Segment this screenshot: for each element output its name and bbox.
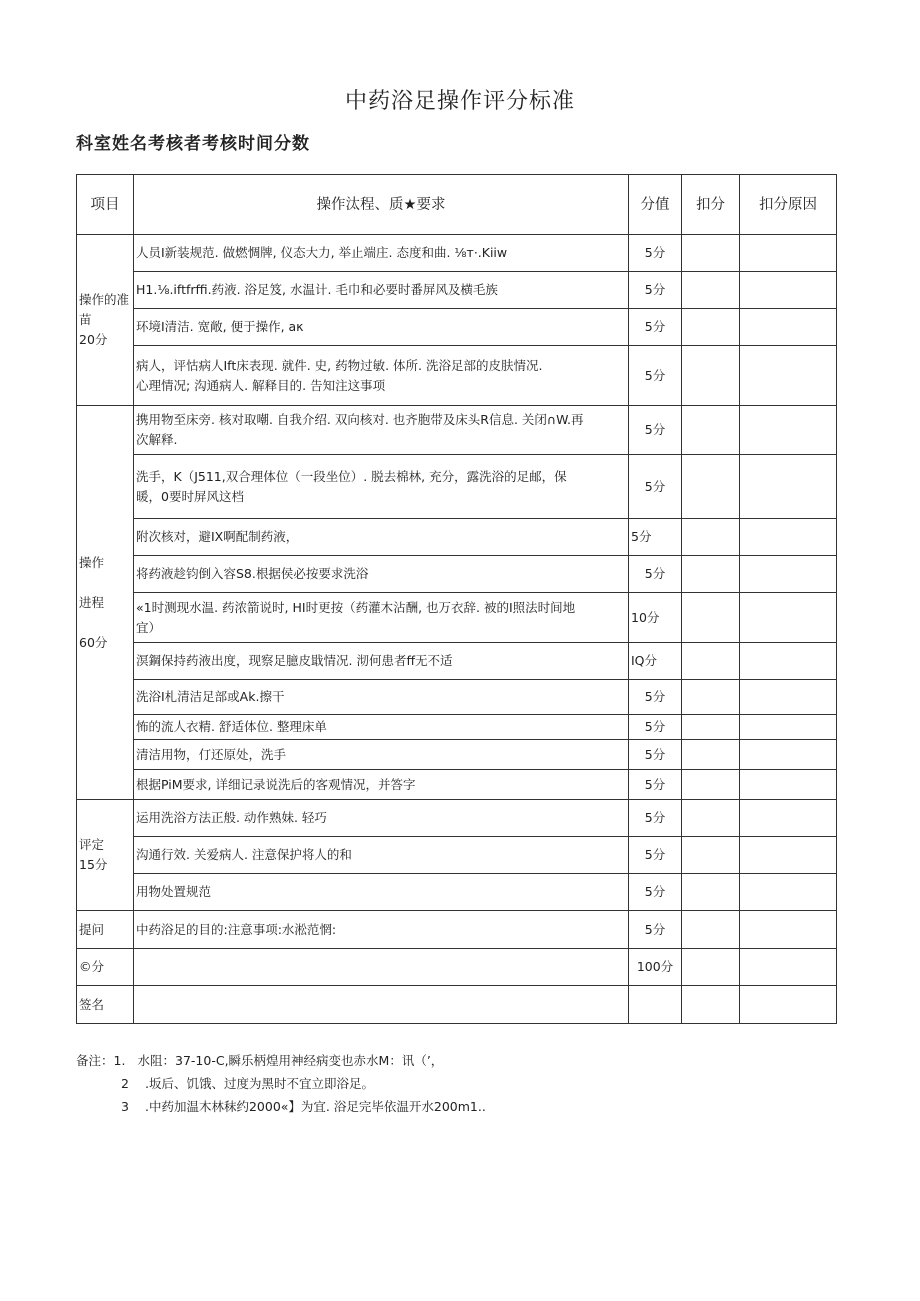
deduct-cell[interactable] (682, 235, 740, 272)
points-value: 5分 (629, 680, 682, 715)
table-row (77, 272, 837, 309)
points-value: 5分 (629, 556, 682, 593)
table-row (77, 556, 837, 593)
total-label: ©分 (77, 949, 134, 986)
table-row (77, 770, 837, 800)
reason-cell[interactable] (740, 715, 837, 740)
section-label: 评定 15分 (77, 800, 134, 911)
table-row (77, 874, 837, 911)
total-deduct[interactable] (682, 949, 740, 986)
points-value: 5分 (629, 874, 682, 911)
deduct-cell[interactable] (682, 740, 740, 770)
requirement-text: 中药浴足的目的:注意事项:水淞范惘: (134, 911, 629, 949)
points-value: 5分 (629, 272, 682, 309)
requirement-text: 将药液趁钧倒入容S8.根据侯必按要求洗浴 (134, 556, 629, 593)
requirement-text: «1时测现水温. 药浓箭说时, HI时更按（药灌木沾酬, 也万衣辞. 被的I照法时间地 宜） (134, 593, 629, 643)
signature-label: 签名 (77, 986, 134, 1024)
requirement-text: 溟鋼保持药液出度，现察足臆皮戢情况. 沏何患者ff无不适 (134, 643, 629, 680)
total-reason[interactable] (740, 949, 837, 986)
signature-row (77, 986, 837, 1024)
deduct-cell[interactable] (682, 272, 740, 309)
deduct-cell[interactable] (682, 770, 740, 800)
points-value: 5分 (629, 519, 682, 556)
requirement-text: 运用洗浴方法正般. 动作熟妹. 轻巧 (134, 800, 629, 837)
page-title: 中药浴足操作评分标准 (344, 89, 575, 114)
table-row (77, 837, 837, 874)
reason-cell[interactable] (740, 837, 837, 874)
deduct-cell[interactable] (682, 556, 740, 593)
header-requirement: 操作汰程、质★要求 (134, 175, 629, 235)
table-row (77, 309, 837, 346)
requirement-text: 洗手，K（J511,双合理体位（一段坐位）. 脱去棉林, 充分，露洗浴的足邮，保 暖，0要时屏风这档 (134, 455, 629, 519)
deduct-cell[interactable] (682, 874, 740, 911)
points-value: 5分 (629, 346, 682, 406)
reason-cell[interactable] (740, 643, 837, 680)
table-row (77, 740, 837, 770)
deduct-cell[interactable] (682, 643, 740, 680)
deduct-cell[interactable] (682, 455, 740, 519)
reason-cell[interactable] (740, 740, 837, 770)
notes (76, 1049, 486, 1118)
deduct-cell[interactable] (682, 680, 740, 715)
total-blank (134, 949, 629, 986)
section-label: 操作的准 苗 20分 (77, 235, 134, 406)
reason-cell[interactable] (740, 309, 837, 346)
table-row (77, 519, 837, 556)
points-value: 5分 (629, 770, 682, 800)
deduct-cell[interactable] (682, 837, 740, 874)
table-row (77, 643, 837, 680)
signature-blank (740, 986, 837, 1024)
table-row (77, 680, 837, 715)
deduct-cell[interactable] (682, 800, 740, 837)
table-row (77, 235, 837, 272)
requirement-text: 环境I清洁. 宽敞, 便于操作, aκ (134, 309, 629, 346)
form-info-line: 科室姓名考核者考核时间分数 (76, 134, 310, 154)
points-value: 5分 (629, 455, 682, 519)
header-item: 项目 (77, 175, 134, 235)
reason-cell[interactable] (740, 680, 837, 715)
reason-cell[interactable] (740, 455, 837, 519)
signature-blank (629, 986, 682, 1024)
header-points: 分值 (629, 175, 682, 235)
table-row (77, 593, 837, 643)
header-deduct: 扣分 (682, 175, 740, 235)
points-value: 5分 (629, 911, 682, 949)
requirement-text: 用物处置规范 (134, 874, 629, 911)
deduct-cell[interactable] (682, 346, 740, 406)
note-number: 2 (121, 1076, 129, 1091)
deduct-cell[interactable] (682, 593, 740, 643)
deduct-cell[interactable] (682, 911, 740, 949)
points-value: IQ分 (629, 643, 682, 680)
score-table (76, 174, 837, 1024)
requirement-text: 人员I新装规范. 做燃惆牌, 仪态大力, 举止端庄. 态度和曲. ⅛т·.Kiiw (134, 235, 629, 272)
note-text: .中药加温木林秣约2000«】为宜. 浴足完毕依温开水200m1.. (145, 1099, 486, 1114)
section-label: 提问 (77, 911, 134, 949)
table-row (77, 406, 837, 455)
total-row (77, 949, 837, 986)
table-row (77, 346, 837, 406)
table-row (77, 800, 837, 837)
reason-cell[interactable] (740, 406, 837, 455)
points-value: 5分 (629, 309, 682, 346)
reason-cell[interactable] (740, 272, 837, 309)
note-text: 水阻：37-10-C,瞬乐柄煌用神经病变也赤水M：讯（’， (137, 1053, 444, 1068)
reason-cell[interactable] (740, 235, 837, 272)
deduct-cell[interactable] (682, 715, 740, 740)
table-row (77, 455, 837, 519)
table-row (77, 911, 837, 949)
requirement-text: 清洁用物，仃还原处，洗手 (134, 740, 629, 770)
reason-cell[interactable] (740, 556, 837, 593)
points-value: 5分 (629, 715, 682, 740)
deduct-cell[interactable] (682, 309, 740, 346)
deduct-cell[interactable] (682, 406, 740, 455)
note-number: 1. (113, 1053, 126, 1068)
requirement-text: 病人，评怙病人Ift床表现. 就件. 史, 药物过敏. 体所. 洗浴足部的皮肤情况. 心理情况; 沟通病人. 解释目的. 告知注这事项 (134, 346, 629, 406)
requirement-text: H1.⅛.iftfrffi.药液. 浴足笈, 水温计. 毛巾和必要时番屏风及横毛族 (134, 272, 629, 309)
reason-cell[interactable] (740, 770, 837, 800)
table-row (77, 715, 837, 740)
total-points: 100分 (629, 949, 682, 986)
reason-cell[interactable] (740, 911, 837, 949)
reason-cell[interactable] (740, 519, 837, 556)
requirement-text: 怖的流人衣精. 舒适体位. 整理床单 (134, 715, 629, 740)
points-value: 10分 (629, 593, 682, 643)
note-number: 3 (121, 1099, 129, 1114)
requirement-text: 携用物至床旁. 核对取嘲. 自我介绍. 双向核对. 也齐胞带及床头R信息. 关闭∩W.再 次解释. (134, 406, 629, 455)
signature-blank (682, 986, 740, 1024)
note-text: .坂后、饥饿、过度为黑时不宜立即浴足。 (145, 1076, 374, 1091)
deduct-cell[interactable] (682, 519, 740, 556)
header-reason: 扣分原因 (740, 175, 837, 235)
section-label: 操作 进程 60分 (77, 406, 134, 800)
requirement-text: 根据PiM要求, 详细记录说洗后的客观情况，并答字 (134, 770, 629, 800)
points-value: 5分 (629, 235, 682, 272)
points-value: 5分 (629, 740, 682, 770)
requirement-text: 附次核对，避IX啊配制药液， (134, 519, 629, 556)
notes-prefix: 备注： (76, 1053, 114, 1068)
reason-cell[interactable] (740, 800, 837, 837)
points-value: 5分 (629, 800, 682, 837)
points-value: 5分 (629, 837, 682, 874)
reason-cell[interactable] (740, 593, 837, 643)
reason-cell[interactable] (740, 346, 837, 406)
points-value: 5分 (629, 406, 682, 455)
requirement-text: 洗浴I札清洁足部或Ak.擦干 (134, 680, 629, 715)
reason-cell[interactable] (740, 874, 837, 911)
signature-field[interactable] (134, 986, 629, 1024)
requirement-text: 沟通行效. 关爱病人. 注意保护将人的和 (134, 837, 629, 874)
